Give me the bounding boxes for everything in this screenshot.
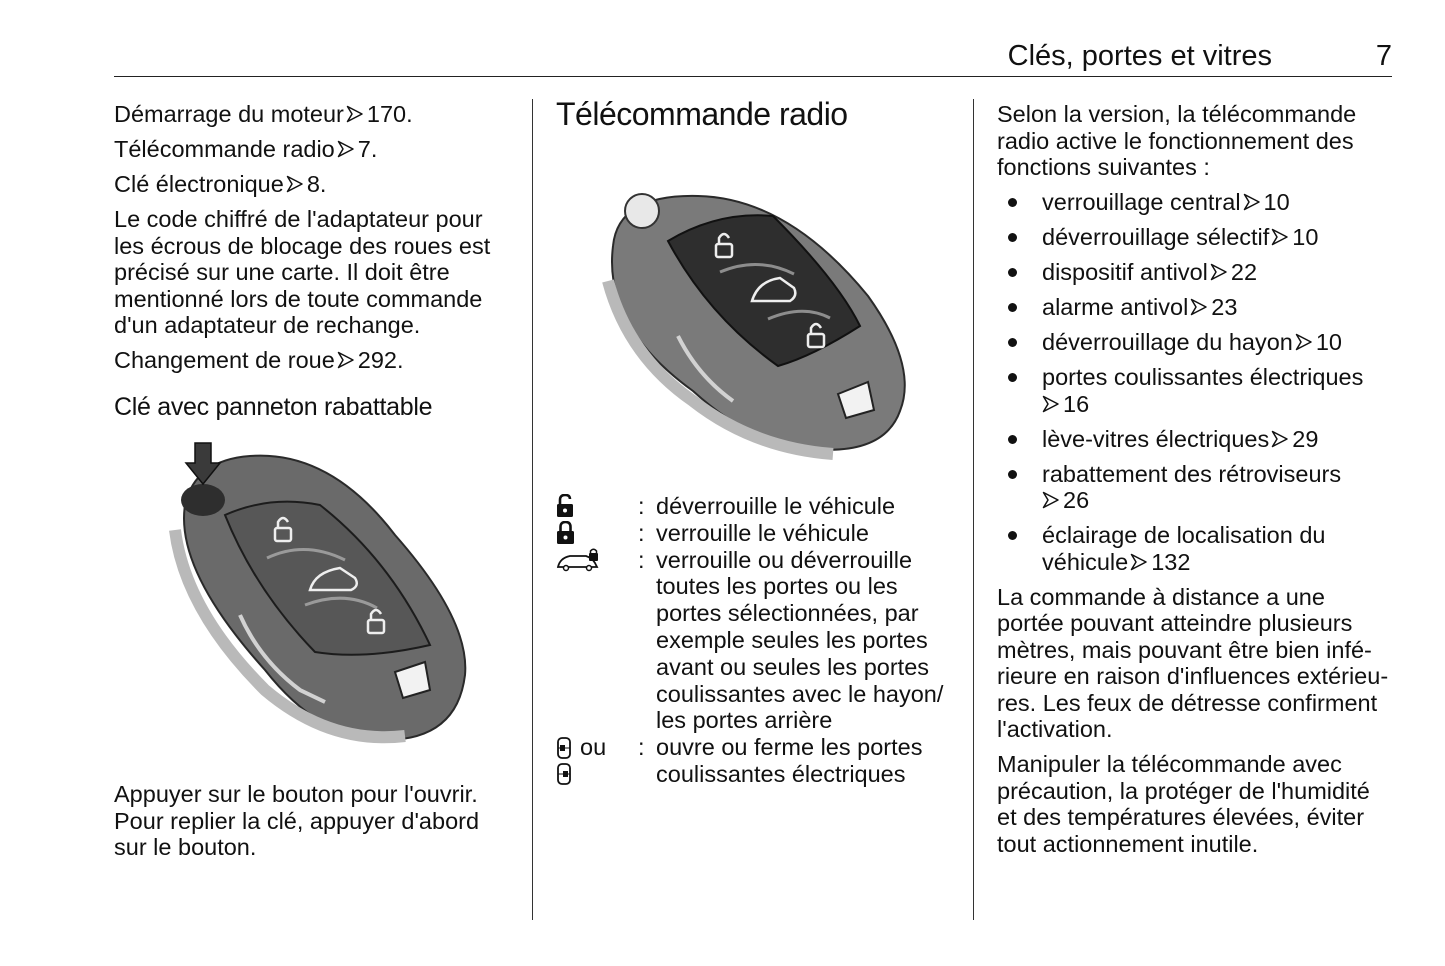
page-ref-icon [1130,553,1148,571]
legend-row: : verrouille ou déverrouille toutes les portes ou les portes sélectionnées, par exemple seules les portes avant ou seules les portes coulissantes avec le hayon/ les portes arrière [556,547,956,735]
list-item: éclairage de localisation du véhicule 132 [997,522,1392,575]
subheading-folding-key: Clé avec panneton rabattable [114,392,433,421]
bullet-dot [997,426,1042,453]
header-rule [114,76,1392,77]
bullet-dot [997,461,1042,514]
bullet-dot [997,294,1042,321]
page-ref-icon [337,140,355,158]
sliding-door-left-icon [556,736,572,760]
bullet-dot [997,224,1042,251]
list-item: lève-vitres électriques 29 [997,426,1392,453]
legend-row: ou : ouvre ou ferme les portes [556,734,956,761]
page-ref-icon [1295,333,1313,351]
list-item: déverrouillage du hayon 10 [997,329,1392,356]
page-ref-icon [1190,298,1208,316]
page-ref-icon [346,105,364,123]
bullet-dot [997,259,1042,286]
page-ref-icon [337,351,355,369]
left-column [114,101,524,420]
sliding-door-right-icon [556,762,572,786]
column-divider [532,99,533,920]
list-item: déverrouillage sélectif 10 [997,224,1392,251]
care-paragraph: Manipuler la télécommande avec précaution, la protéger de l'humidité et des températures élevées, éviter tout actionnement inutile. [997,751,1370,857]
legend-row: : verrouille le véhicule [556,520,956,547]
intro-paragraph: Selon la version, la télécommande radio active le fonctionnement des fonctions suivantes : [997,101,1357,180]
adapter-paragraph: Le code chiffré de l'adaptateur pour les écrous de blocage des roues est précisé sur une carte. Il doit être mentionné lors de toute commande d'un adaptateur de rechange. [114,206,491,338]
range-paragraph: La commande à distance a une portée pouvant atteindre plusieurs mètres, mais pouvant être bien infé- rieure en raison d'influences extérieu- res. Les feux de détresse confirment l'activation. [997,583,1389,742]
lock-icon [556,521,576,545]
ref-line: Clé électronique 8. [114,171,327,197]
middle-column [556,96,956,132]
ref-line: Démarrage du moteur 170. [114,101,413,127]
list-item: portes coulissantes électriques 16 [997,364,1392,417]
bullet-dot [997,329,1042,356]
list-item: rabattement des rétroviseurs 26 [997,461,1392,514]
page-ref-icon [1271,430,1289,448]
page-ref-icon [1042,491,1060,509]
car-lock-icon [556,548,600,572]
list-item: verrouillage central 10 [997,189,1392,216]
legend-row: coulissantes électriques [556,761,956,788]
page-number: 7 [1375,40,1392,72]
page-ref-icon [1243,193,1261,211]
section-heading: Télécommande radio [556,96,848,132]
bullet-dot [997,364,1042,417]
ref-line: Télécommande radio 7. [114,136,378,162]
right-column [997,101,1392,866]
list-item: alarme antivol 23 [997,294,1392,321]
remote-key-illustration [598,186,918,466]
button-legend [556,493,956,788]
column-divider [973,99,974,920]
bullet-dot [997,522,1042,575]
function-list [997,189,1392,575]
list-item: dispositif antivol 22 [997,259,1392,286]
page-ref-icon [1271,228,1289,246]
page-ref-icon [1042,395,1060,413]
legend-row: : déverrouille le véhicule [556,493,956,520]
folding-key-caption: Appuyer sur le bouton pour l'ouvrir. Pour replier la clé, appuyer d'abord sur le bouton. [114,781,480,860]
wheel-change-line: Changement de roue 292. [114,347,404,373]
page-ref-icon [1210,263,1228,281]
page-ref-icon [286,175,304,193]
folding-key-illustration [155,440,475,750]
header-title: Clés, portes et vitres [1007,40,1272,72]
unlock-icon [556,494,576,518]
bullet-dot [997,189,1042,216]
